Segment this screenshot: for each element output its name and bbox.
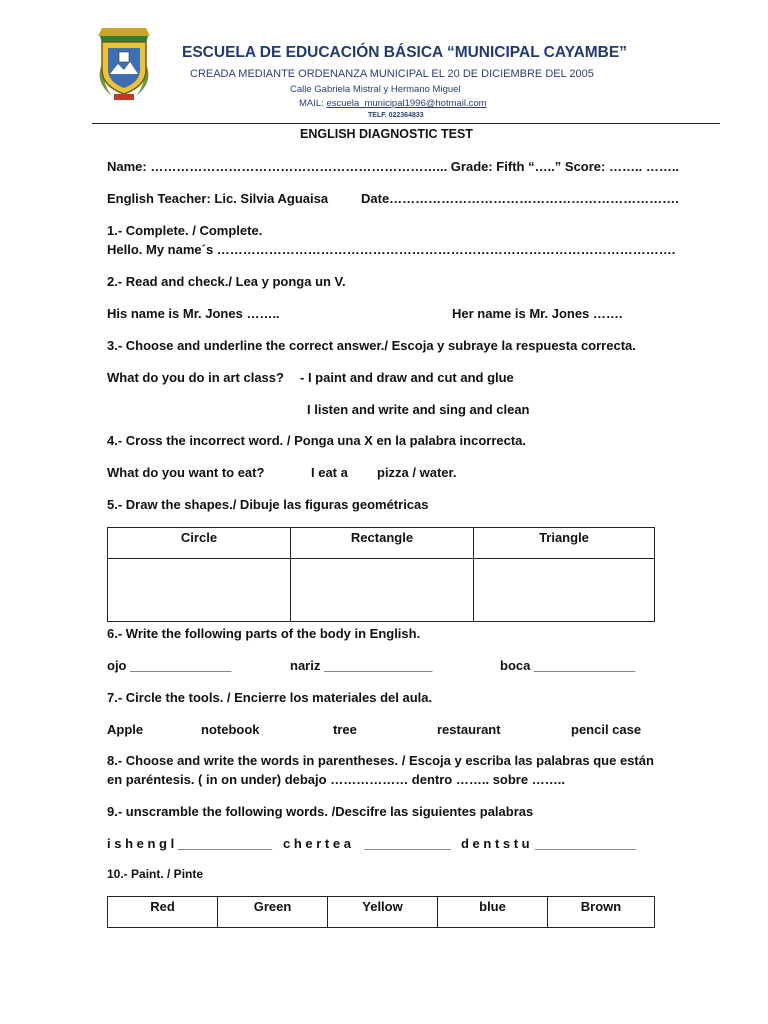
q9-blank-3: ______________ <box>535 836 637 851</box>
shape-header-rectangle: Rectangle <box>291 528 474 559</box>
mail-address-link[interactable]: escuela_municipal1996@hotmail.com <box>326 98 487 109</box>
street-address: Calle Gabriela Mistral y Hermano Miguel <box>290 84 461 95</box>
q1-line: Hello. My name´s ……………………………………………………………………………………………. <box>107 242 676 257</box>
q9-word-1: i s h e n g l <box>107 836 175 851</box>
shape-drawing-cell[interactable] <box>291 559 474 622</box>
shapes-table <box>107 527 655 622</box>
q2-left-sentence: His name is Mr. Jones …….. <box>107 306 280 321</box>
q3-question: What do you do in art class? <box>107 370 284 385</box>
q3-title: 3.- Choose and underline the correct answer./ Escoja y subraye la respuesta correcta. <box>107 338 636 353</box>
q1-title: 1.- Complete. / Complete. <box>107 223 263 238</box>
q6-title: 6.- Write the following parts of the body in English. <box>107 626 421 641</box>
q4-answer-start: I eat a <box>311 465 348 480</box>
q4-options: pizza / water. <box>377 465 457 480</box>
teacher-line: English Teacher: Lic. Silvia Aguaisa <box>107 191 329 206</box>
school-name: ESCUELA DE EDUCACIÓN BÁSICA “MUNICIPAL CAYAMBE” <box>182 44 627 61</box>
shape-drawing-cell[interactable] <box>474 559 655 622</box>
q9-word-2: c h e r t e a <box>283 836 351 851</box>
q4-question: What do you want to eat? <box>107 465 265 480</box>
test-title: ENGLISH DIAGNOSTIC TEST <box>300 127 473 141</box>
color-cell-red[interactable]: Red <box>108 897 218 928</box>
q8-line-1: 8.- Choose and write the words in parentheses. / Escoja y escriba las palabras que están <box>107 753 654 768</box>
header-divider <box>92 123 720 124</box>
paint-colors-table <box>107 896 655 928</box>
q2-right-sentence: Her name is Mr. Jones ……. <box>452 306 623 321</box>
q7-item-notebook: notebook <box>201 722 260 737</box>
q3-option-1: - I paint and draw and cut and glue <box>300 370 514 385</box>
q7-item-apple: Apple <box>107 722 144 737</box>
q5-title: 5.- Draw the shapes./ Dibuje las figuras geométricas <box>107 497 429 512</box>
date-line: Date…………………………………………………………. <box>361 191 679 206</box>
color-cell-green[interactable]: Green <box>218 897 328 928</box>
shape-drawing-cell[interactable] <box>108 559 291 622</box>
q7-item-restaurant: restaurant <box>437 722 501 737</box>
q7-title: 7.- Circle the tools. / Encierre los materiales del aula. <box>107 690 433 705</box>
mail-label: MAIL: <box>299 98 324 109</box>
q6-item-boca: boca ______________ <box>500 658 636 673</box>
color-cell-blue[interactable]: blue <box>438 897 548 928</box>
mail-line <box>299 98 487 109</box>
color-cell-brown[interactable]: Brown <box>548 897 655 928</box>
shape-header-circle: Circle <box>108 528 291 559</box>
color-cell-yellow[interactable]: Yellow <box>328 897 438 928</box>
q9-blank-2: ____________ <box>364 836 451 851</box>
school-crest-logo <box>88 24 160 107</box>
q10-title: 10.- Paint. / Pinte <box>107 867 204 881</box>
q9-title: 9.- unscramble the following words. /Descifre las siguientes palabras <box>107 804 534 819</box>
q3-option-2: I listen and write and sing and clean <box>307 402 530 417</box>
q9-blank-1: _____________ <box>178 836 272 851</box>
creation-note: CREADA MEDIANTE ORDENANZA MUNICIPAL EL 20 DE DICIEMBRE DEL 2005 <box>190 68 594 80</box>
q7-item-pencil-case: pencil case <box>571 722 642 737</box>
q2-title: 2.- Read and check./ Lea y ponga un V. <box>107 274 346 289</box>
q6-item-nariz: nariz _______________ <box>290 658 433 673</box>
name-grade-score-line: Name: …………………………………………………………... Grade: Fifth “…..” Score: …….. …….. <box>107 159 680 174</box>
q9-word-3: d e n t s t u <box>461 836 530 851</box>
phone-number: TELF. 022364833 <box>368 112 424 119</box>
q8-line-2: en paréntesis. ( in on under) debajo ……………… dentro …….. sobre …….. <box>107 772 565 787</box>
shape-header-triangle: Triangle <box>474 528 655 559</box>
q4-title: 4.- Cross the incorrect word. / Ponga una X en la palabra incorrecta. <box>107 433 527 448</box>
q7-item-tree: tree <box>333 722 357 737</box>
q6-item-ojo: ojo ______________ <box>107 658 232 673</box>
